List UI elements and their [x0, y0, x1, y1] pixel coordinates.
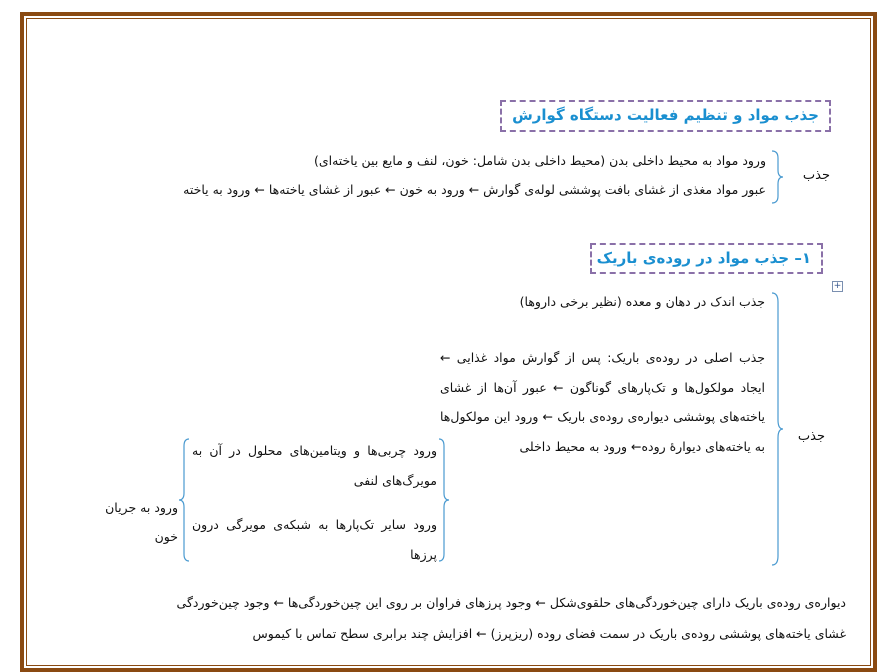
brace-icon	[438, 438, 450, 562]
blood-label: ورود به جریان	[105, 500, 178, 515]
sub-item-capillary: ورود سایر تک‌پارها به شبکه‌ی مویرگی درون پرزها	[192, 517, 437, 562]
brace-icon	[178, 438, 190, 562]
heading-small-intestine: ۱– جذب مواد در روده‌ی باریک	[590, 243, 823, 274]
blood-label: خون	[154, 529, 178, 544]
paragraph-line: دیواره‌ی روده‌ی باریک دارای چین‌خوردگی‌های حلقوی‌شکل ← وجود پرزهای فراوان بر روی این چین‌خوردگی‌ها ← وجود چین‌خوردگی	[176, 595, 846, 610]
brace-icon	[770, 292, 784, 566]
move-handle-icon[interactable]: +	[833, 281, 842, 291]
brace-icon	[770, 150, 784, 204]
heading-absorption: جذب مواد و تنظیم فعالیت دستگاه گوارش	[500, 100, 831, 132]
paragraph-line: غشای یاخته‌های پوششی روده‌ی باریک در سمت فضای روده (ریزپرز) ← افزایش چند برابری سطح تماس با کیموس	[252, 626, 846, 641]
section2-main-text: جذب اصلی در روده‌ی باریک: پس از گوارش مواد غذایی ← ایجاد مولکول‌ها و تک‌پارهای گوناگون ← عبور آن‌ها از غشای یاخته‌های پوششی دیواره‌ی روده‌ی باریک ← ورود این مولکول‌ها به یاخته‌های دیوارۀ روده← ورود به محیط داخلی	[440, 350, 765, 454]
sub-item-lymph: ورود چربی‌ها و ویتامین‌های محلول در آن به مویرگ‌های لنفی	[192, 443, 437, 488]
section2-line: جذب اندک در دهان و معده (نظیر برخی داروها)	[519, 294, 765, 309]
section1-line: عبور مواد مغذی از غشای بافت پوششی لوله‌ی گوارش ← ورود به خون ← عبور از غشای یاخته‌ها ← ورود به یاخته	[183, 182, 766, 197]
section1-line: ورود مواد به محیط داخلی بدن (محیط داخلی بدن شامل: خون، لنف و مایع بین یاخته‌ای)	[313, 153, 766, 168]
section2-label: جذب	[797, 429, 825, 444]
section1-label: جذب	[802, 168, 830, 183]
